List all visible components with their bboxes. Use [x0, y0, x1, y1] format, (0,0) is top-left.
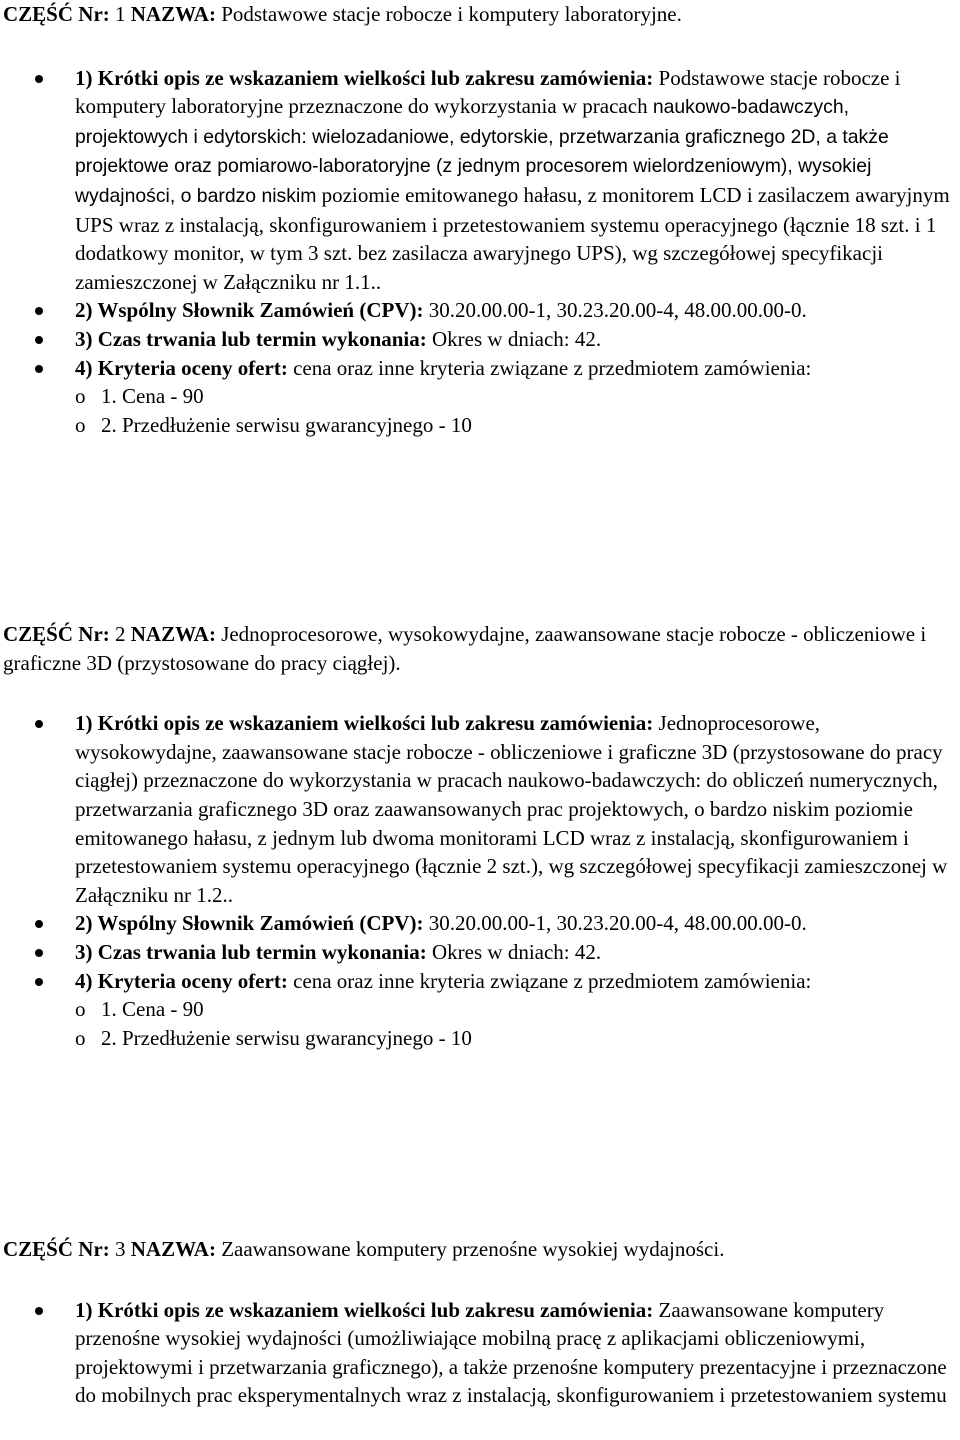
circle-bullet-icon: o	[75, 412, 86, 437]
cpv-label: 2) Wspólny Słownik Zamówień (CPV):	[75, 298, 424, 323]
criteria-entry	[0, 411, 958, 440]
duration-item	[0, 938, 958, 967]
part-name: Podstawowe stacje robocze i komputery laboratoryjne.	[221, 2, 682, 26]
description-text: Jednoprocesorowe, wysokowydajne, zaawansowane stacje robocze - obliczeniowe i graficzne 3D (przystosowane do pracy ciągłej) przeznaczone do wykorzystania w pracach naukowo-badawczych: do obliczeń numerycznych, przetwarzania graficznego 3D oraz zaawansowanych prac projektowych, o bardzo niskim poziomie emitowanego hałasu, z jednym lub dwoma monitorami LCD wraz z instalacją, skonfigurowaniem i przetestowaniem systemu operacyjnego (łącznie 2 szt.), wg szczegółowej specyfikacji zamieszczonej w Załączniku nr 1.2..	[75, 711, 948, 907]
criteria-label: 4) Kryteria oceny ofert:	[75, 968, 288, 993]
part-1-heading	[0, 0, 958, 29]
bullet-icon	[35, 365, 43, 373]
part-3-section	[0, 1235, 958, 1410]
cpv-value: 30.20.00.00-1, 30.23.20.00-4, 48.00.00.00-0.	[428, 298, 807, 323]
part-3-details	[0, 1296, 958, 1410]
criteria-item	[0, 967, 958, 996]
part-name: Zaawansowane komputery przenośne wysokiej wydajności.	[221, 1237, 725, 1261]
part-1-section	[0, 0, 958, 439]
part-3-heading	[0, 1235, 958, 1264]
duration-label: 3) Czas trwania lub termin wykonania:	[75, 939, 427, 964]
name-label: NAZWA:	[130, 2, 216, 26]
criteria-entry-text: 1. Cena - 90	[101, 997, 204, 1022]
part-2-heading	[0, 620, 958, 677]
part-2-details	[0, 709, 958, 995]
description-text-continued: naukowo-badawczych, projektowych i edytorskich: wielozadaniowe, edytorskie, przetwarzania graficznego 2D, a także projektowe oraz pomiarowo-laboratoryjne (z jednym procesorem wielordzeniowym), wysokiej wydajności, o bardzo niskim	[75, 96, 889, 207]
cpv-value: 30.20.00.00-1, 30.23.20.00-4, 48.00.00.00-0.	[428, 911, 807, 936]
criteria-value: cena oraz inne kryteria związane z przedmiotem zamówienia:	[293, 968, 812, 993]
part-label: CZĘŚĆ Nr:	[3, 622, 110, 646]
bullet-icon	[35, 720, 43, 728]
bullet-icon	[35, 307, 43, 315]
bullet-icon	[35, 978, 43, 986]
duration-value: Okres w dniach: 42.	[432, 939, 602, 964]
circle-bullet-icon: o	[75, 997, 86, 1022]
description-text-end: poziomie emitowanego hałasu, z monitorem LCD i zasilaczem awaryjnym UPS wraz z instalacją, skonfigurowaniem i przetestowaniem systemu operacyjnego (łącznie 18 szt. i 1 dodatkowy monitor, w tym 3 szt. bez zasilacza awaryjnego UPS), wg szczegółowej specyfikacji zamieszczonej w Załączniku nr 1.1..	[75, 182, 950, 294]
criteria-entry	[0, 1024, 958, 1053]
part-label: CZĘŚĆ Nr:	[3, 2, 110, 26]
criteria-list	[0, 382, 958, 439]
bullet-icon	[35, 1307, 43, 1315]
part-2-section	[0, 620, 958, 1052]
criteria-list	[0, 995, 958, 1052]
description-text: Zaawansowane komputery przenośne wysokiej wydajności (umożliwiające mobilną pracę z aplikacjami obliczeniowymi, projektowymi i przetwarzania graficznego), a także przenośne komputery prezentacyjne i przeznaczone do mobilnych prac eksperymentalnych wraz z instalacją, skonfigurowaniem i przetestowaniem systemu	[75, 1297, 947, 1408]
bullet-icon	[35, 75, 43, 83]
description-label: 1) Krótki opis ze wskazaniem wielkości lub zakresu zamówienia:	[75, 65, 654, 90]
cpv-item	[0, 909, 958, 938]
part-name: Jednoprocesorowe, wysokowydajne, zaawansowane stacje robocze - obliczeniowe i graficzne 3D (przystosowane do pracy ciągłej).	[3, 622, 927, 675]
criteria-label: 4) Kryteria oceny ofert:	[75, 355, 288, 380]
duration-value: Okres w dniach: 42.	[432, 326, 602, 351]
bullet-icon	[35, 949, 43, 957]
criteria-entry	[0, 382, 958, 411]
criteria-entry	[0, 995, 958, 1024]
part-1-details	[0, 64, 958, 383]
bullet-icon	[35, 336, 43, 344]
criteria-value: cena oraz inne kryteria związane z przedmiotem zamówienia:	[293, 355, 812, 380]
criteria-item	[0, 354, 958, 383]
duration-label: 3) Czas trwania lub termin wykonania:	[75, 326, 427, 351]
part-number: 2	[115, 622, 126, 646]
duration-item	[0, 325, 958, 354]
circle-bullet-icon: o	[75, 384, 86, 409]
name-label: NAZWA:	[130, 622, 216, 646]
cpv-item	[0, 296, 958, 325]
description-text: Podstawowe stacje robocze i komputery laboratoryjne przeznaczone do wykorzystania w pracach	[75, 65, 901, 119]
part-number: 1	[115, 2, 126, 26]
name-label: NAZWA:	[130, 1237, 216, 1261]
criteria-entry-text: 2. Przedłużenie serwisu gwarancyjnego - 10	[101, 1025, 472, 1050]
description-item	[0, 709, 958, 909]
bullet-icon	[35, 920, 43, 928]
criteria-entry-text: 2. Przedłużenie serwisu gwarancyjnego - 10	[101, 412, 472, 437]
description-item	[0, 1296, 958, 1410]
part-label: CZĘŚĆ Nr:	[3, 1237, 110, 1261]
cpv-label: 2) Wspólny Słownik Zamówień (CPV):	[75, 911, 424, 936]
description-item	[0, 64, 958, 297]
part-number: 3	[115, 1237, 126, 1261]
criteria-entry-text: 1. Cena - 90	[101, 384, 204, 409]
description-label: 1) Krótki opis ze wskazaniem wielkości lub zakresu zamówienia:	[75, 711, 654, 736]
description-label: 1) Krótki opis ze wskazaniem wielkości lub zakresu zamówienia:	[75, 1297, 654, 1322]
circle-bullet-icon: o	[75, 1025, 86, 1050]
